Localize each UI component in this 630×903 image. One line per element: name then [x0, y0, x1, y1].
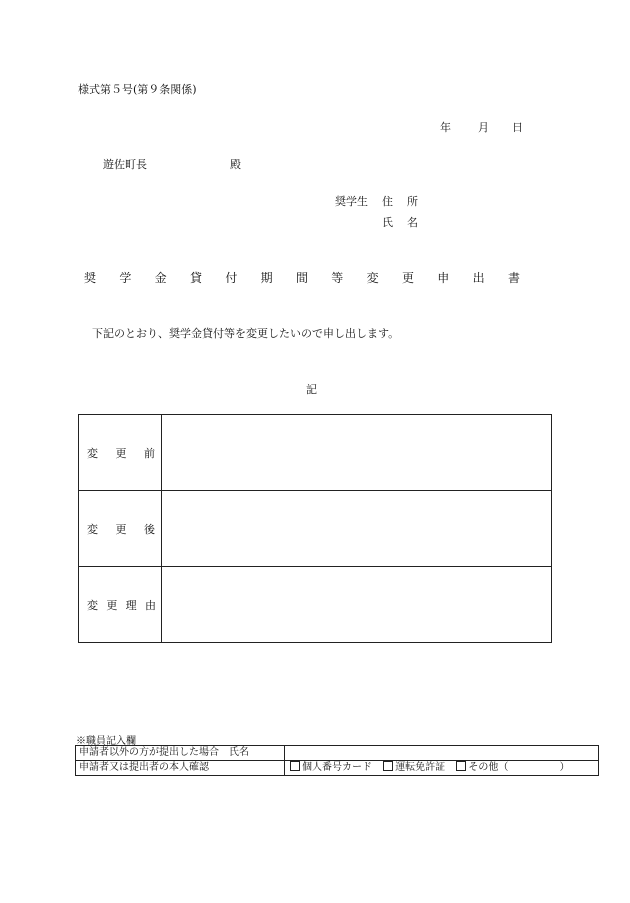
ki-label: 記 [306, 383, 317, 396]
applicant-label: 奨学生 [335, 195, 368, 208]
option-mynumber-card[interactable]: 個人番号カード [290, 762, 372, 773]
document-title: 奨 学 金 貸 付 期 間 等 変 更 申 出 書 [84, 271, 520, 285]
table-row [76, 746, 599, 761]
change-table [78, 414, 552, 643]
addressee-honorific: 殿 [230, 158, 241, 171]
row-label-after: 変 更 後 [79, 491, 162, 567]
checkbox-icon[interactable] [456, 761, 466, 771]
staff-table [75, 745, 599, 776]
intro-text: 下記のとおり、奨学金貸付等を変更したいので申し出します。 [92, 327, 400, 340]
after-field[interactable] [162, 491, 552, 567]
addressee-name: 遊佐町長 [103, 158, 147, 171]
checkbox-icon[interactable] [290, 761, 300, 771]
identity-check-label: 申請者又は提出者の本人確認 [76, 761, 285, 776]
row-label-reason: 変 更 理 由 [79, 567, 162, 643]
option-other-close: ） [559, 762, 570, 773]
date-month: 月 [478, 121, 489, 134]
before-field[interactable] [162, 415, 552, 491]
table-row [79, 415, 552, 491]
table-row [79, 491, 552, 567]
option-drivers-license[interactable]: 運転免許証 [383, 762, 445, 773]
proxy-submitter-label: 申請者以外の方が提出した場合 氏名 [76, 746, 285, 761]
row-label-before: 変 更 前 [79, 415, 162, 491]
identity-check-options [285, 761, 599, 776]
option-other[interactable]: その他（ [456, 762, 508, 773]
address-label: 住 所 [382, 195, 418, 208]
table-row [76, 761, 599, 776]
reason-field[interactable] [162, 567, 552, 643]
checkbox-icon[interactable] [383, 761, 393, 771]
date-year: 年 [440, 121, 451, 134]
staff-section-heading: ※職員記入欄 [76, 736, 136, 747]
name-label: 氏 名 [382, 216, 418, 229]
proxy-submitter-name-field[interactable] [285, 746, 599, 761]
form-number: 様式第５号(第９条関係) [78, 83, 197, 96]
date-day: 日 [512, 121, 523, 134]
table-row [79, 567, 552, 643]
